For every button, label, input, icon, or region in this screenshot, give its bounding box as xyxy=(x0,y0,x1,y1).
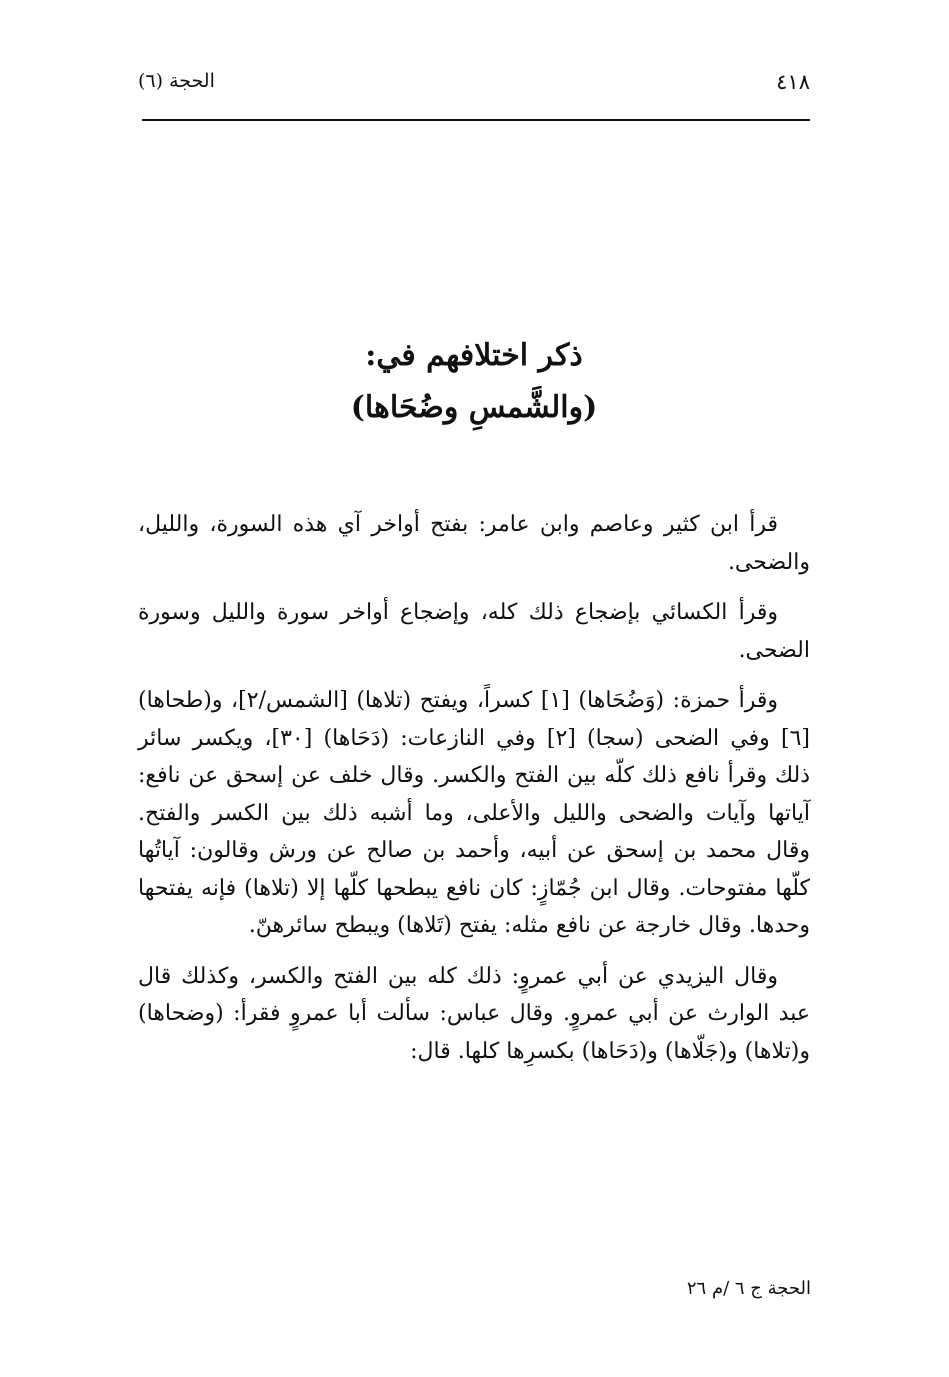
page-number: ٤١٨ xyxy=(776,70,810,94)
section-heading xyxy=(138,330,810,434)
paragraph: قرأ ابن كثير وعاصم وابن عامر: بفتح أواخر آي هذه السورة، والليل، والضحى. xyxy=(138,512,810,575)
paragraph: وقرأ حمزة: (وَضُحَاها) [١] كسراً، ويفتح (تلاها) [الشمس/٢]، و(طحاها) [٦] وفي الضحى (سجا) [٢] وفي النازعات: (دَحَاها) [٣٠]، ويكسر سائر ذلك وقرأ نافع ذلك كلّه بين الفتح والكسر. وقال خلف عن إسحق عن نافع: آياتها وآيات والضحى والليل والأعلى، وما أشبه ذلك بين الكسر والفتح. وقال محمد بن إسحق عن أبيه، وأحمد بن صالح عن ورش وقالون: آياتُها كلّها مفتوحات. وقال ابن جُمّازٍ: كان نافع يبطحها كلّها إلا (تلاها) فإنه يفتحها وحدها. وقال خارجة عن نافع مثله: يفتح (تَلاها) ويبطح سائرهنّ. xyxy=(138,688,810,938)
paragraph: وقرأ الكسائي بإضجاع ذلك كله، وإضجاع أواخر سورة والليل وسورة الضحى. xyxy=(138,600,810,663)
heading-line-1: ذكر اختلافهم في: xyxy=(365,338,583,373)
page-header xyxy=(138,70,810,104)
footer-signature: الحجة ج ٦ /م ٢٦ xyxy=(686,1278,811,1299)
header-rule xyxy=(142,119,810,121)
paragraph: وقال اليزيدي عن أبي عمروٍ: ذلك كله بين الفتح والكسر، وكذلك قال عبد الوارث عن أبي عمروٍ. وقال عباس: سألت أبا عمروٍ فقرأ: (وضحاها) و(تلاها) و(جَلّاها) و(دَحَاها) بكسرِها كلها. قال: xyxy=(138,963,810,1064)
running-title: الحجة (٦) xyxy=(138,70,215,92)
body-text xyxy=(138,506,810,1083)
heading-line-2: (والشَّمسِ وضُحَاها) xyxy=(350,390,598,425)
